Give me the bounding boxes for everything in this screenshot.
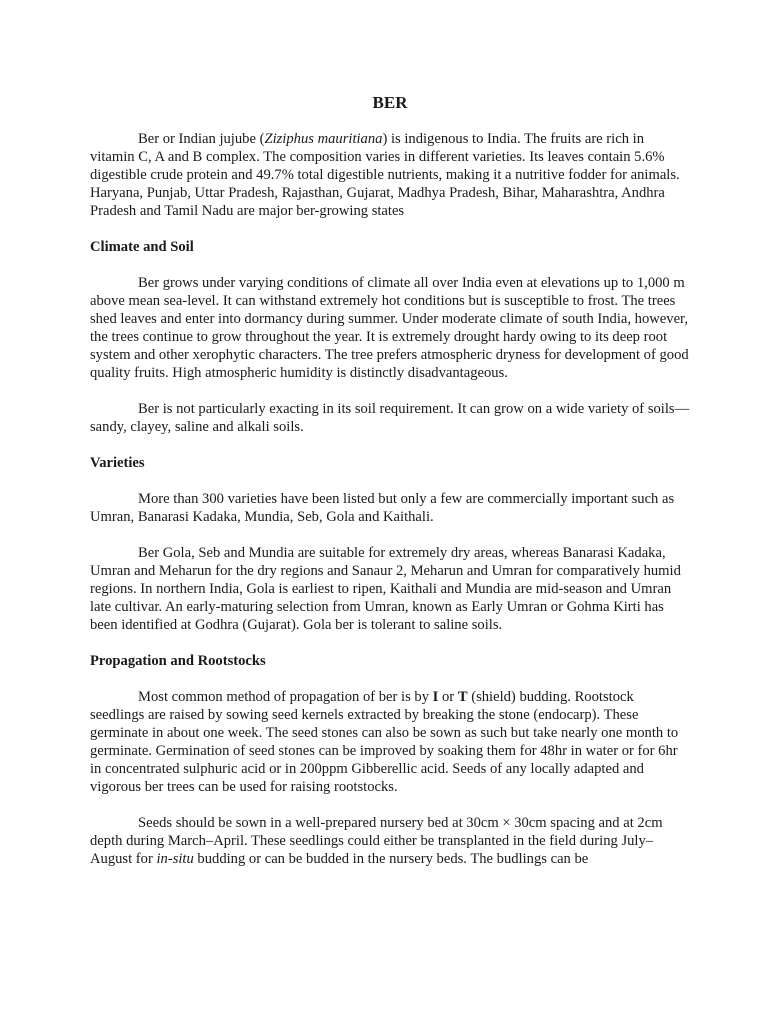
climate-paragraph: Ber grows under varying conditions of climate all over India even at elevations up to 1,000 m above mean sea-level. It can withstand extremely hot conditions but is susceptible to frost. The trees shed leaves and enter into dormancy during summer. Under moderate climate of south India, however, the trees continue to grow throughout the year. It is extremely drought hardy owing to its deep root system and other xerophytic characters. The tree prefers atmospheric dryness for development of good quality fruits. High atmospheric humidity is distinctly disadvantageous. [90,275,689,381]
propagation-paragraph-1 [90,688,690,796]
varieties-paragraph-1: More than 300 varieties have been listed but only a few are commercially important such as Umran, Banarasi Kadaka, Mundia, Seb, Gola and Kaithali. [90,491,675,525]
intro-text-a: Ber or Indian jujube ( [138,131,265,147]
document-page [90,88,690,886]
intro-text-b: ) is indigenous to India. The fruits are rich in vitamin C, A and B complex. The composition varies in different varieties. Its leaves contain 5.6% digestible crude protein and 49.7% total digestible nutrients, making it a nutritive fodder for animals. Haryana, Punjab, Uttar Pradesh, Rajasthan, Gujarat, Madhya Pradesh, Bihar, Maharashtra, Andhra Pradesh and Tamil Nadu are major ber-growing states [90,131,680,219]
climate-soil-heading: Climate and Soil [90,239,194,255]
propagation-text-a: Most common method of propagation of ber is by [138,689,433,705]
soil-paragraph: Ber is not particularly exacting in its soil requirement. It can grow on a wide variety of soils—sandy, clayey, saline and alkali soils. [90,401,690,435]
scientific-name: Ziziphus mauritiana [264,131,383,147]
propagation-text-or: or [438,689,458,705]
in-situ-term: in-situ [156,851,194,867]
propagation-heading: Propagation and Rootstocks [90,653,266,669]
varieties-paragraph-2: Ber Gola, Seb and Mundia are suitable for extremely dry areas, whereas Banarasi Kadaka, Umran and Meharun for the dry regions and Sanaur 2, Meharun and Umran for comparatively humid regions. In northern India, Gola is earliest to ripen, Kaithali and Mundia are mid-season and Umran late cultivar. An early-maturing selection from Umran, known as Early Umran or Gohma Kirti has been identified at Godhra (Gujarat). Gola ber is tolerant to saline soils. [90,545,681,633]
budding-t: T [457,689,468,705]
nursery-text-b: budding or can be budded in the nursery beds. The budlings can be [193,851,589,867]
nursery-text-a: Seeds should be sown in a well-prepared nursery bed at 30cm × 30cm spacing and at 2cm depth during March–April. These seedlings could either be transplanted in the field during July–August for [90,815,663,867]
budding-i: I [432,689,439,705]
propagation-text-b: (shield) budding. Rootstock seedlings are raised by sowing seed kernels extracted by breaking the stone (endocarp). These germinate in about one week. The seed stones can also be sown as such but take nearly one month to germinate. Germination of seed stones can be improved by soaking them for 48hr in water or for 6hr in concentrated sulphuric acid or in 200ppm Gibberellic acid. Seeds of any locally adapted and vigorous ber trees can be used for raising rootstocks. [90,689,679,795]
intro-paragraph [90,130,690,220]
propagation-paragraph-2 [90,814,690,868]
document-title: BER [372,93,408,112]
varieties-heading: Varieties [90,455,145,471]
